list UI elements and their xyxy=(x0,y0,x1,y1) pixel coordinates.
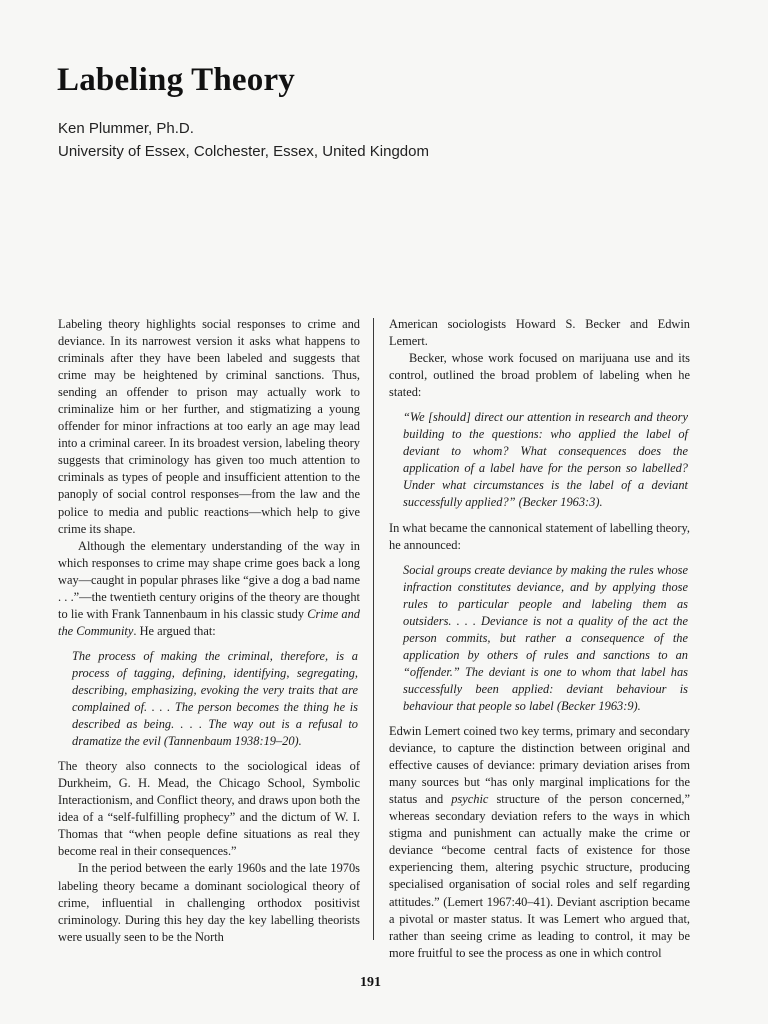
psychic-word: psychic xyxy=(451,792,489,807)
book-title: Crime and the Community xyxy=(58,606,361,638)
right-paragraph-3: In what became the cannonical statement of labelling theory, he announced: xyxy=(389,520,690,552)
author-affiliation: University of Essex, Colchester, Essex, United Kingdom xyxy=(58,143,429,160)
article-title: Labeling Theory xyxy=(57,62,296,98)
right-paragraph-2: Becker, whose work focused on marijuana use and its control, outlined the broad problem of labeling when he stated: xyxy=(389,351,690,400)
author-name: Ken Plummer, Ph.D. xyxy=(58,120,194,137)
left-paragraph-3: The theory also connects to the sociological ideas of Durkheim, G. H. Mead, the Chicago School, Symbolic Interactionism, and Conflict theory, and draws upon both the idea of a “self-fulfilling prophecy” and the dictum of W. I. Thomas that “when people define situations as real they become real in their consequences.” xyxy=(58,759,360,859)
right-paragraph-4 xyxy=(389,723,690,962)
left-paragraph-2-end: . He argued that: xyxy=(133,623,216,638)
right-column xyxy=(389,316,690,962)
page-number: 191 xyxy=(360,975,381,990)
column-divider xyxy=(373,318,374,940)
tannenbaum-quote: The process of making the criminal, therefore, is a process of tagging, defining, identifying, segregating, describing, emphasizing, evoking the very traits that are complained of. . . . The person becomes the thing he is described as being. . . . The way out is a refusal to dramatize the evil (Tannenbaum 1938:19–20). xyxy=(72,648,358,749)
left-paragraph-4: In the period between the early 1960s and the late 1970s labeling theory became a dominant sociological theory of crime, influential in challenging orthodox positivist criminology. During this hey day the key labelling theorists were usually seen to be the North xyxy=(58,861,360,944)
becker-quote-1: “We [should] direct our attention in research and theory building to the questions: who applied the label of deviant to whom? What consequences does the application of a label have for the person so labelled? Under what circumstances is the label of a deviant successfully applied?” (Becker 1963:3). xyxy=(403,410,688,510)
left-paragraph-2 xyxy=(58,538,360,640)
left-paragraph-2-start: Although the elementary understanding of the way in which responses to crime may shape crime goes back a long way—caught in popular phrases like “give a dog a bad name . . .”—the twentieth century origins of the theory are thought to lie with Frank Tannenbaum in his classic study xyxy=(58,538,360,621)
becker-quote-2: Social groups create deviance by making the rules whose infraction constitutes deviance, and by applying those rules to particular people and labeling them as outsiders. . . . Deviance is not a quality of the act the person commits, but rather a consequence of the application by others of rules and sanctions to an “offender.” The deviant is one to whom that label has successfully been applied: deviant behaviour is behaviour that people so label (Becker 1963:9). xyxy=(403,562,688,713)
left-paragraph-1: Labeling theory highlights social responses to crime and deviance. In its narrowest version it asks what happens to criminals after they have been labeled and suggests that crime may be heightened by criminal sanctions. Thus, sending an offender to prison may actually work to criminalize him or her further, and stigmatizing a young offender for minor infractions at too early an age may lead into a criminal career. In its broadest version, labeling theory suggests that criminology has given too much attention to criminals as types of people and insufficient attention to the panoply of social control responses—from the law and the police to media and public reactions—which help to give crime its shape. xyxy=(58,317,360,536)
right-paragraph-1: American sociologists Howard S. Becker and Edwin Lemert. xyxy=(389,317,690,349)
right-paragraph-4-a: Edwin Lemert coined two key terms, primary and secondary deviance, to capture the distinction between original and effective causes of deviance: primary deviation arises from many sources but “has only marginal implications for the status and xyxy=(389,724,690,807)
right-paragraph-4-b: structure of the person concerned,” whereas secondary deviation refers to the ways in which stigma and punishment can actually make the crime or deviance “become central facts of existence for those experiencing them, altering psychic structure, producing specialised organisation of social roles and self regarding attitudes.” (Lemert 1967:40–41). Deviant ascription became a pivotal or master status. It was Lemert who argued that, rather than seeing crime as leading to control, it may be more fruitful to see the process as one in which control xyxy=(389,792,691,960)
left-column xyxy=(58,316,360,946)
